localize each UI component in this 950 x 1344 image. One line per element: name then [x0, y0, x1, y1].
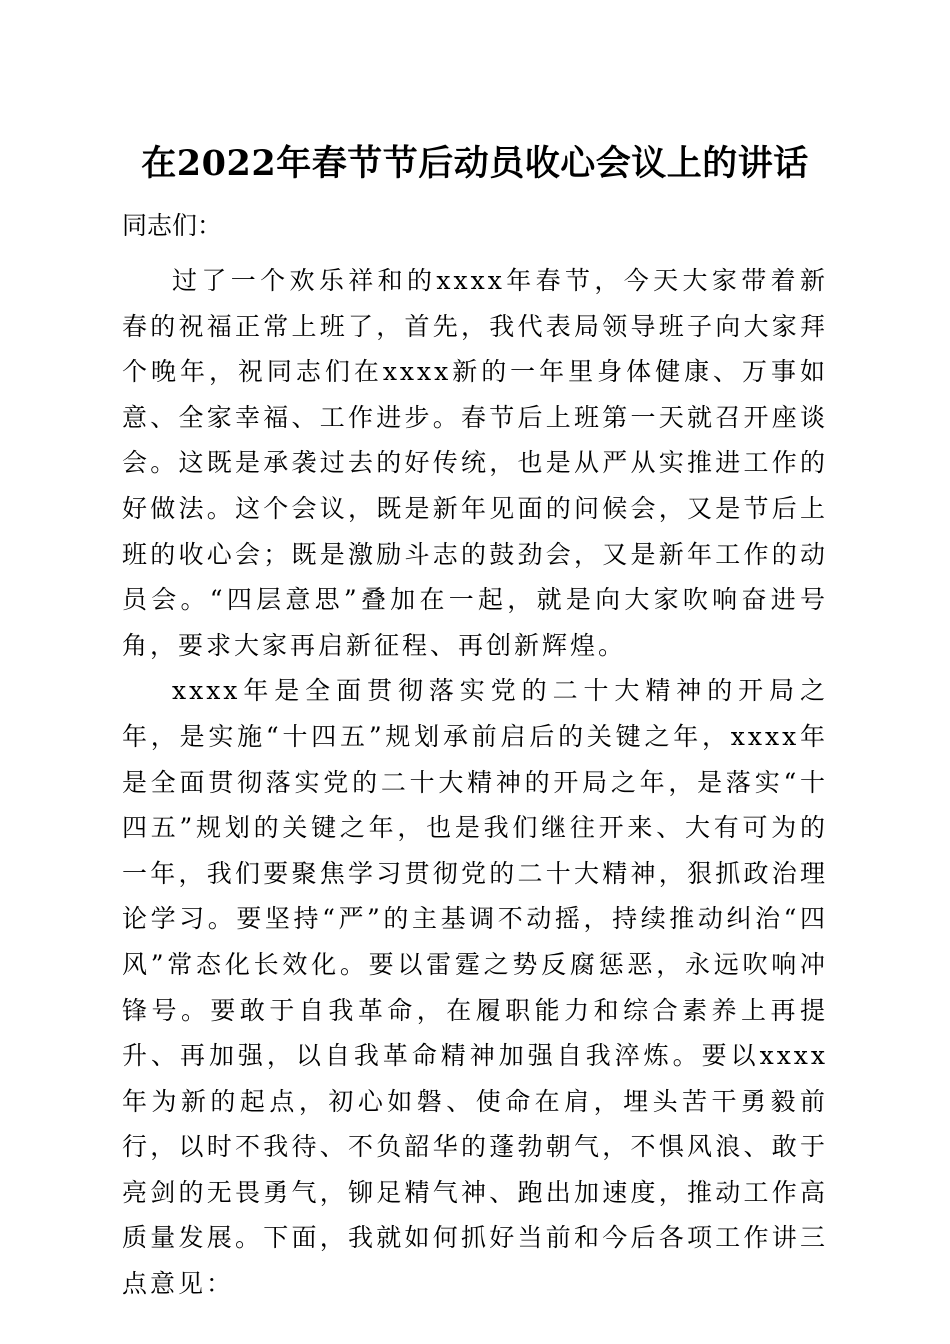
- paragraph: 过了一个欢乐祥和的xxxx年春节，今天大家带着新春的祝福正常上班了，首先，我代表局领导班子向大家拜个晚年，祝同志们在xxxx新的一年里身体健康、万事如意、全家幸福、工作进步。春节后上班第一天就召开座谈会。这既是承袭过去的好传统，也是从严从实推进工作的好做法。这个会议，既是新年见面的问候会，又是节后上班的收心会；既是激励斗志的鼓劲会，又是新年工作的动员会。“四层意思”叠加在一起，就是向大家吹响奋进号角，要求大家再启新征程、再创新辉煌。: [122, 266, 828, 660]
- paragraph: xxxx年是全面贯彻落实党的二十大精神的开局之年，是实施“十四五”规划承前启后的关键之年，xxxx年是全面贯彻落实党的二十大精神的开局之年，是落实“十四五”规划的关键之年，也是我们继往开来、大有可为的一年，我们要聚焦学习贯彻党的二十大精神，狠抓政治理论学习。要坚持“严”的主基调不动摇，持续推动纠治“四风”常态化长效化。要以雷霆之势反腐惩恶，永远吹响冲锋号。要敢于自我革命，在履职能力和综合素养上再提升、再加强，以自我革命精神加强自我淬炼。要以xxxx年为新的起点，初心如磐、使命在肩，埋头苦干勇毅前行，以时不我待、不负韶华的蓬勃朝气，不惧风浪、敢于亮剑的无畏勇气，铆足精气神、跑出加速度，推动工作高质量发展。下面，我就如何抓好当前和今后各项工作讲三点意见：: [122, 676, 828, 1299]
- document-body: [122, 258, 828, 1307]
- salutation: 同志们：: [122, 211, 223, 240]
- document-title: 在2022年春节节后动员收心会议上的讲话: [141, 143, 809, 184]
